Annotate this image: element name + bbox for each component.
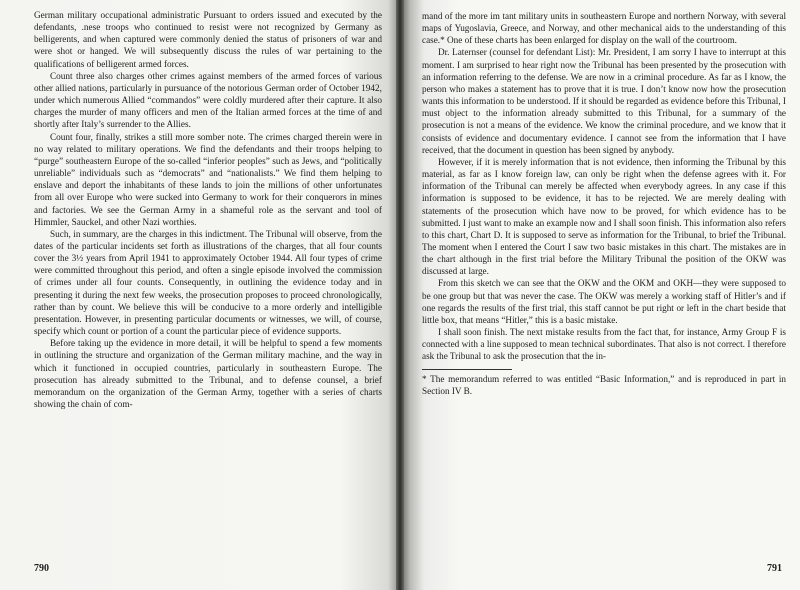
page-number-left: 790 bbox=[34, 563, 49, 574]
right-page-text bbox=[422, 10, 786, 397]
paragraph: Count three also charges other crimes against members of the armed forces of various other allied nations, particularly in pursuance of the notorious German order of October 1942, under which numerous Allied “commandos” were coldly murdered after their capture. It also charges the murder of many officers and men of the Italian armed forces at the time of and shortly after Italy’s surrender to the Allies. bbox=[34, 71, 382, 131]
page-number-right: 791 bbox=[767, 563, 782, 574]
right-page bbox=[400, 0, 800, 590]
paragraph: Count four, finally, strikes a still more somber note. The crimes charged therein were in no way related to military operations. We find the defendants and their troops helping to “purge” southeastern Europe of the so-called “inferior peoples” such as Jews, and “politically unreliable” individuals such as “democrats” and “nationalists.” We find them helping to enslave and deport the inhabitants of these lands to join the millions of other unfortunates from all over Europe who were sucked into Germany to work for their conquerors in mines and factories. We see the German Army in a shameful role as the servant and tool of Himmler, Sauckel, and other Nazi worthies. bbox=[34, 132, 382, 228]
left-page-text bbox=[34, 10, 382, 411]
paragraph: Such, in summary, are the charges in this indictment. The Tribunal will observe, from the dates of the particular incidents set forth as illustrations of the charges, that all four counts cover the 3½ years from April 1941 to approximately October 1944. All four types of crime were committed throughout this period, and often a single episode involved the commission of crimes under all four counts. Consequently, in outlining the evidence today and in presenting it during the next few weeks, the prosecution proposes to proceed chronologically, rather than by count. We believe this will be conducive to a more orderly and intelligible presentation. However, in presenting particular documents or witnesses, we will, of course, specify which count or portion of a count the particular piece of evidence supports. bbox=[34, 229, 382, 338]
paragraph: Before taking up the evidence in more detail, it will be helpful to spend a few moments in outlining the structure and organization of the German military machine, and the way in which it functioned in occupied countries, particularly in southeastern Europe. The prosecution has already submitted to the Tribunal, and to defense counsel, a brief memorandum on the organization of the German Army, together with a series of charts showing the chain of com- bbox=[34, 339, 382, 410]
paragraph: Dr. Laternser (counsel for defendant List): Mr. President, I am sorry I have to interrupt at this moment. I am surprised to hear right now the Tribunal has been presented by the prosecution with an information referring to the defense. We are now in a criminal procedure. As far as I know, the person who makes a statement has to prove that it is true. I don’t know now how the prosecution wants this information to be understood. If it should be regarded as evidence before this Tribunal, I must object to the information already submitted to this Tribunal, for a summary of the prosecution is not a means of the evidence. We know the criminal procedure, and we know that it consists of evidence and documentary evidence. I cannot see from the information that I have received, that the document in question has been signed by anybody. bbox=[422, 47, 786, 155]
paragraph: mand of the more im tant military units in southeastern Europe and northern Norway, with several maps of Yugoslavia, Greece, and Norway, and other mechanical aids to the understanding of this case.* One of these charts has been enlarged for display on the wall of the courtroom. bbox=[422, 11, 786, 46]
book-gutter bbox=[396, 0, 404, 590]
paragraph: German military occupational administratic Pursuant to orders issued and executed by the defendants, .nese troops who continued to resist were not recognized by Germany as belligerents, and when captured were commonly denied the status of prisoners of war and were shot or hanged. We will subsequently discuss the rules of war pertaining to the qualifications of belligerent armed forces. bbox=[34, 11, 382, 70]
paragraph: However, if it is merely information that is not evidence, then informing the Tribunal by this material, as far as I know foreign law, can only be right when the defense agrees with it. For information of the Tribunal can merely be affected when everybody agrees. In any case if this information is supposed to be evidence, it has to be rejected. We are merely dealing with statements of the prosecution which have now to be proved, for which evidence has to be submitted. I just want to make an example now and I shall soon finish. This information also refers to this chart, Chart D. It is supposed to serve as information for the Tribunal, to brief the Tribunal. The moment when I entered the Court I saw two basic mistakes in this chart. The mistakes are in the chart although in the first trial before the Military Tribunal the position of the OKW was discussed at large. bbox=[422, 156, 786, 277]
paragraph: From this sketch we can see that the OKW and the OKM and OKH—they were supposed to be one group but that was never the case. The OKW was merely a working staff of Hitler’s and if one regards the results of the first trial, this staff cannot be put right or left in the chart beside that little box, that means “Hitler,” this is a basic mistake. bbox=[422, 278, 786, 325]
paragraph: I shall soon finish. The next mistake results from the fact that, for instance, Army Group F is connected with a line supposed to mean technical subordinates. That also is not correct. I therefore ask the Tribunal to ask the prosecution that the in- bbox=[422, 327, 786, 362]
footnote-divider bbox=[422, 369, 512, 370]
footnote: * The memorandum referred to was entitled “Basic Information,” and is reproduced in part in Section IV B. bbox=[422, 373, 786, 396]
